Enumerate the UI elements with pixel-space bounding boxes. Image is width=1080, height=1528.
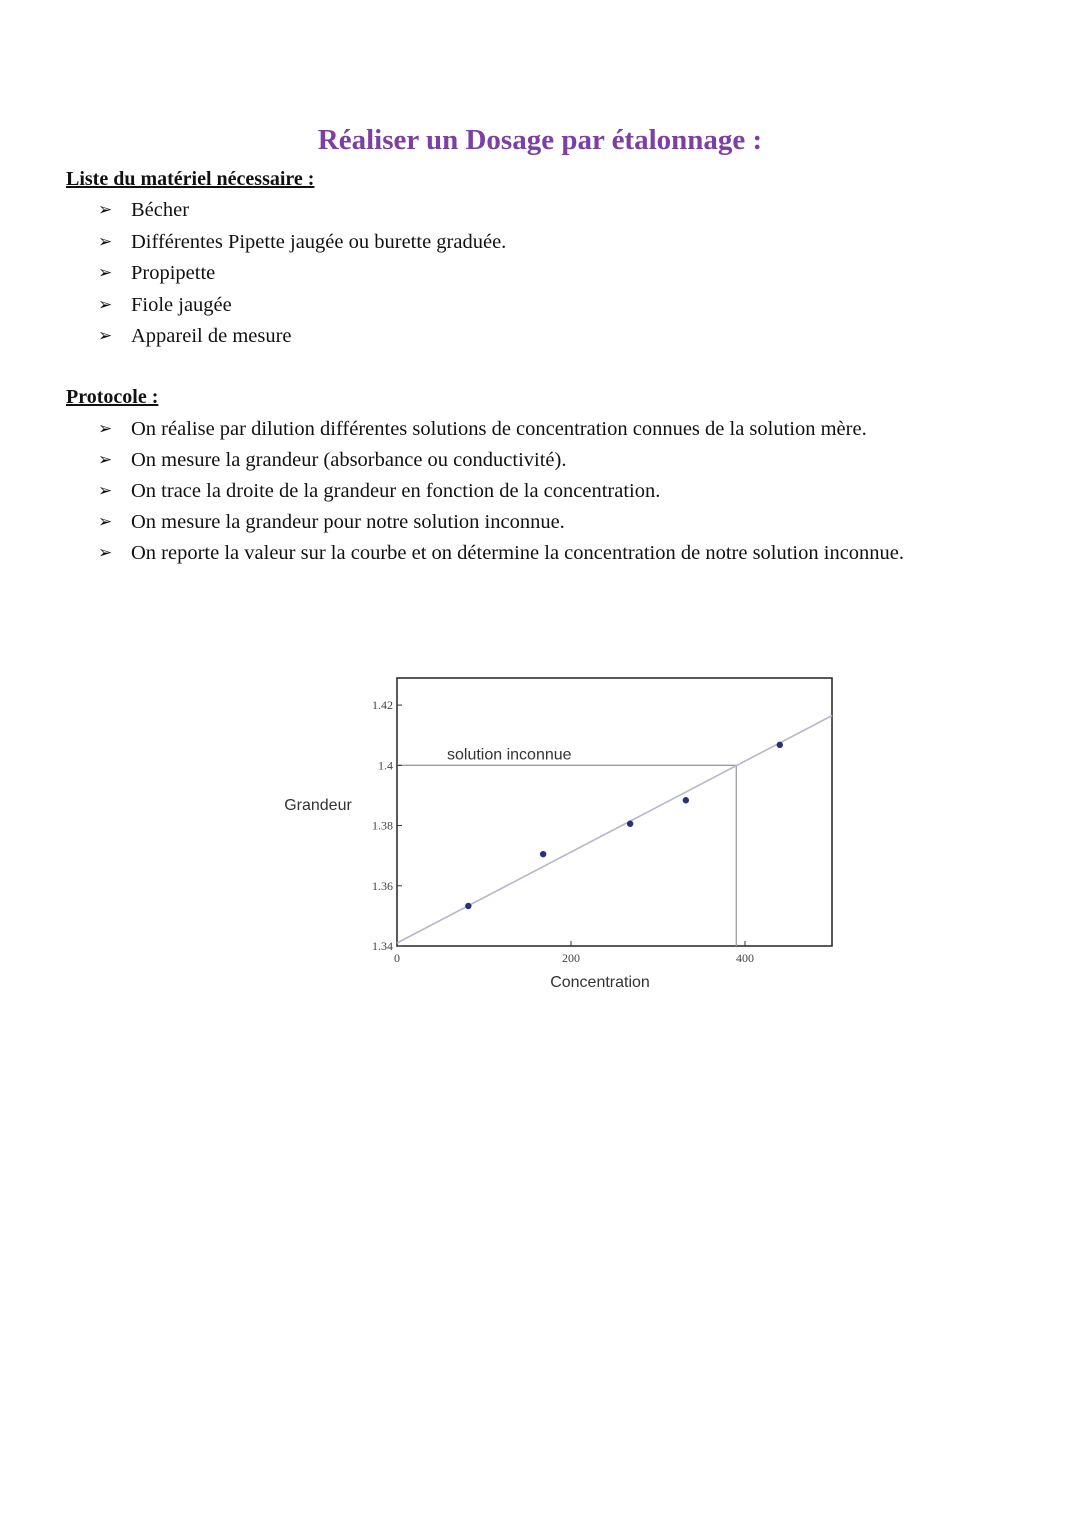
data-point bbox=[777, 742, 783, 748]
arrow-bullet-icon: ➢ bbox=[98, 481, 113, 501]
x-tick-label: 400 bbox=[736, 951, 754, 965]
y-tick-label: 1.38 bbox=[372, 818, 393, 833]
arrow-bullet-icon: ➢ bbox=[98, 294, 113, 315]
unknown-solution-label: solution inconnue bbox=[447, 746, 572, 764]
materiel-heading: Liste du matériel nécessaire : bbox=[66, 168, 315, 190]
data-point bbox=[465, 903, 471, 909]
list-item: ➢ On reporte la valeur sur la courbe et on détermine la concentration de notre solution inconnue. bbox=[98, 542, 905, 564]
page-title: Réaliser un Dosage par étalonnage : bbox=[317, 124, 763, 156]
data-point bbox=[683, 797, 689, 803]
x-tick-label: 0 bbox=[394, 951, 400, 965]
materiel-list bbox=[98, 197, 506, 355]
arrow-bullet-icon: ➢ bbox=[98, 512, 113, 532]
x-tick-label: 200 bbox=[562, 951, 580, 965]
calibration-chart bbox=[270, 665, 850, 1000]
list-item: ➢ On mesure la grandeur pour notre solution inconnue. bbox=[98, 511, 565, 533]
list-item: ➢ Propipette bbox=[98, 262, 216, 284]
x-axis-label: Concentration bbox=[550, 974, 650, 991]
y-tick-label: 1.36 bbox=[372, 878, 393, 893]
data-point bbox=[540, 851, 546, 857]
arrow-bullet-icon: ➢ bbox=[98, 326, 113, 346]
list-item: ➢ Appareil de mesure bbox=[98, 325, 292, 347]
list-item: ➢ On réalise par dilution différentes solutions de concentration connues de la solution mère. bbox=[98, 418, 867, 440]
arrow-bullet-icon: ➢ bbox=[98, 419, 113, 439]
arrow-bullet-icon: ➢ bbox=[98, 200, 113, 220]
y-tick-label: 1.4 bbox=[378, 758, 393, 773]
arrow-bullet-icon: ➢ bbox=[98, 263, 113, 283]
data-point bbox=[627, 821, 633, 827]
y-tick-label: 1.34 bbox=[372, 939, 393, 953]
plot-frame bbox=[397, 678, 832, 946]
list-item: ➢ Différentes Pipette jaugée ou burette graduée. bbox=[98, 230, 507, 253]
y-axis-label: Grandeur bbox=[284, 797, 352, 814]
arrow-bullet-icon: ➢ bbox=[98, 450, 113, 470]
list-item: ➢ On mesure la grandeur (absorbance ou conductivité). bbox=[98, 449, 567, 471]
list-item: ➢ On trace la droite de la grandeur en fonction de la concentration. bbox=[98, 480, 661, 502]
list-item: ➢ Bécher bbox=[98, 199, 190, 221]
y-tick-label: 1.42 bbox=[372, 698, 393, 713]
arrow-bullet-icon: ➢ bbox=[98, 543, 113, 563]
protocole-list bbox=[98, 416, 904, 571]
arrow-bullet-icon: ➢ bbox=[98, 231, 113, 252]
list-item: ➢ Fiole jaugée bbox=[98, 293, 232, 316]
protocole-heading: Protocole : bbox=[66, 386, 159, 408]
